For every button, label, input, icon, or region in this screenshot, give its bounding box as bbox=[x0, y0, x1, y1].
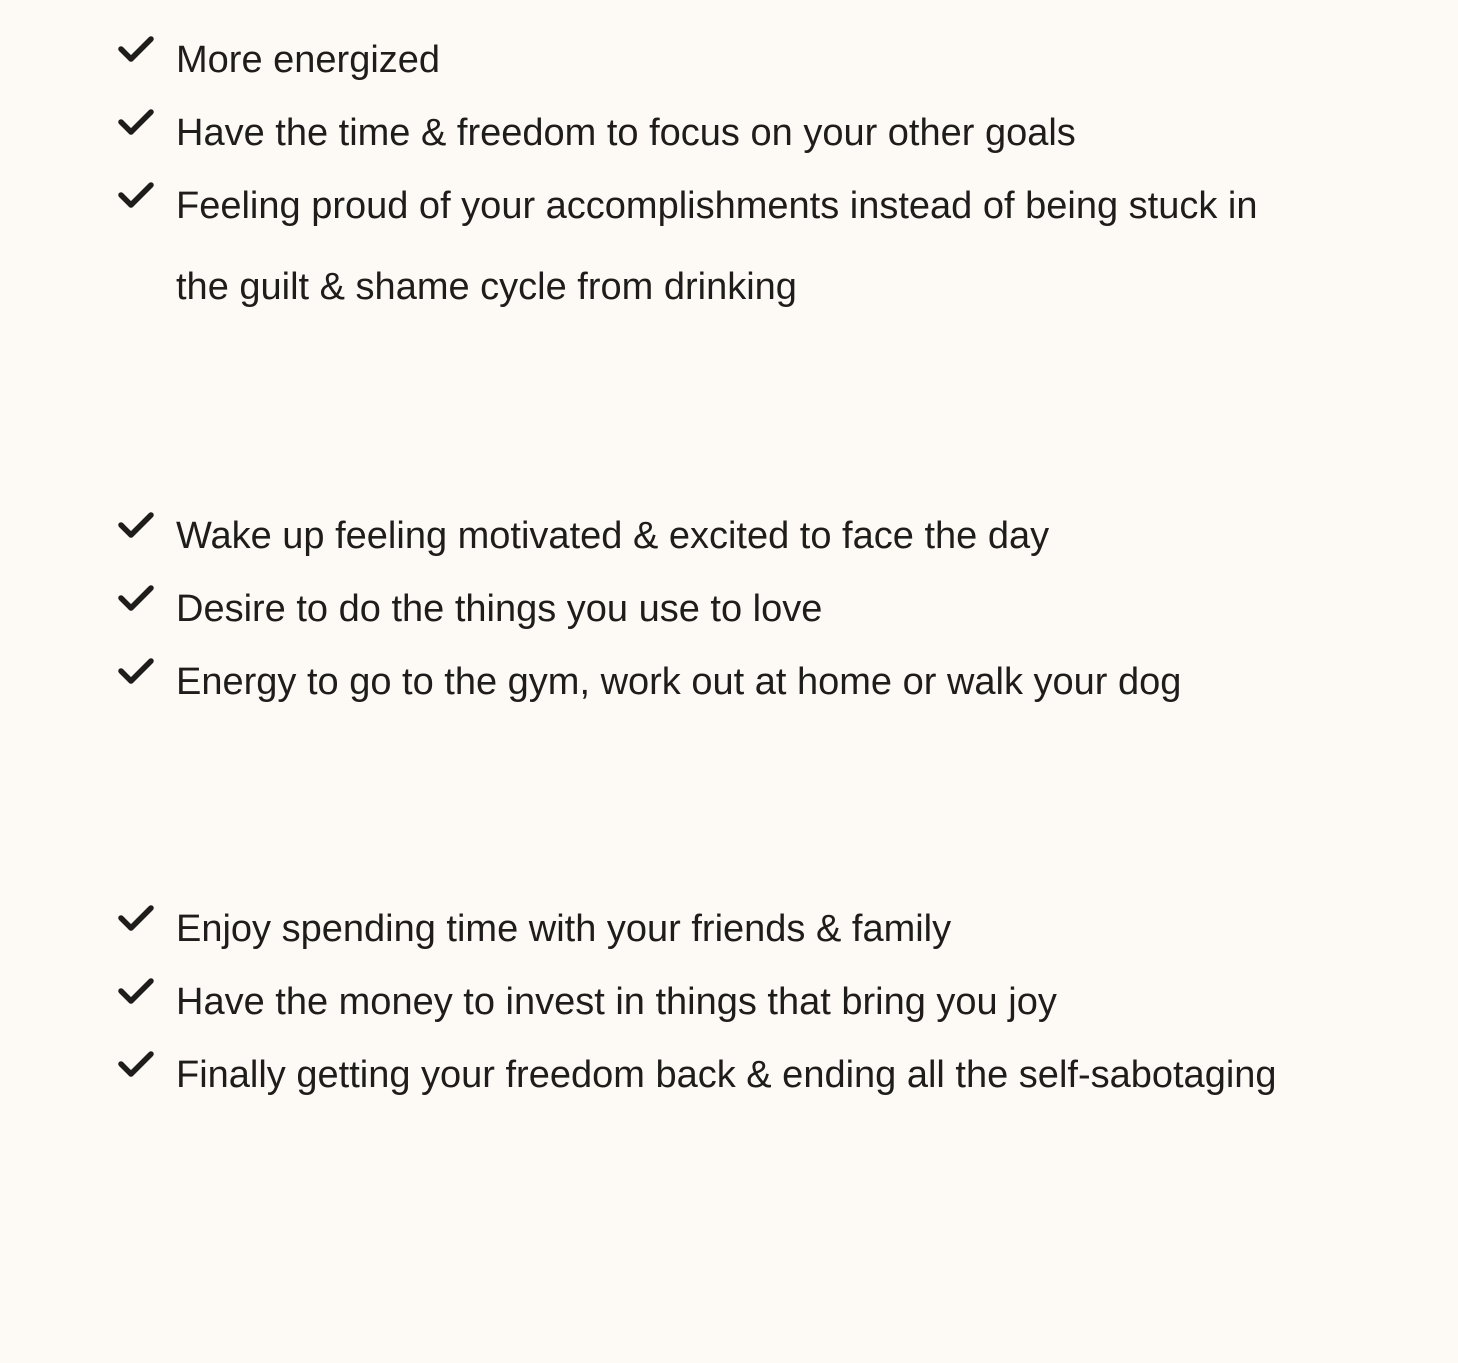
list-item bbox=[118, 166, 1318, 328]
check-icon bbox=[118, 176, 154, 212]
benefits-list-group-3 bbox=[118, 908, 1318, 1116]
list-item-text: Wake up feeling motivated & excited to face the day bbox=[176, 515, 1050, 557]
check-icon bbox=[118, 972, 154, 1008]
check-icon bbox=[118, 1045, 154, 1081]
list-item-text: Have the time & freedom to focus on your other goals bbox=[176, 112, 1076, 154]
check-icon bbox=[118, 506, 154, 542]
list-item bbox=[118, 1035, 1318, 1116]
list-item-text: More energized bbox=[176, 39, 441, 81]
list-item-text: Feeling proud of your accomplishments instead of being stuck in the guilt & shame cycle from drinking bbox=[176, 185, 1258, 308]
list-item bbox=[118, 962, 1318, 1043]
list-item-text: Desire to do the things you use to love bbox=[176, 588, 823, 630]
list-item bbox=[118, 496, 1318, 577]
list-item-text: Enjoy spending time with your friends & family bbox=[176, 908, 952, 950]
list-item bbox=[118, 20, 1318, 101]
list-item bbox=[118, 93, 1318, 174]
list-item-text: Finally getting your freedom back & ending all the self-sabotaging bbox=[176, 1054, 1277, 1096]
list-item-text: Have the money to invest in things that bring you joy bbox=[176, 981, 1057, 1023]
list-item bbox=[118, 642, 1318, 723]
benefits-list-group-2 bbox=[118, 515, 1318, 723]
list-item bbox=[118, 569, 1318, 650]
check-icon bbox=[118, 579, 154, 615]
check-icon bbox=[118, 652, 154, 688]
check-icon bbox=[118, 30, 154, 66]
check-icon bbox=[118, 899, 154, 935]
list-item-text: Energy to go to the gym, work out at home or walk your dog bbox=[176, 661, 1182, 703]
benefits-list-group-1 bbox=[118, 39, 1318, 328]
check-icon bbox=[118, 103, 154, 139]
list-item bbox=[118, 889, 1318, 970]
